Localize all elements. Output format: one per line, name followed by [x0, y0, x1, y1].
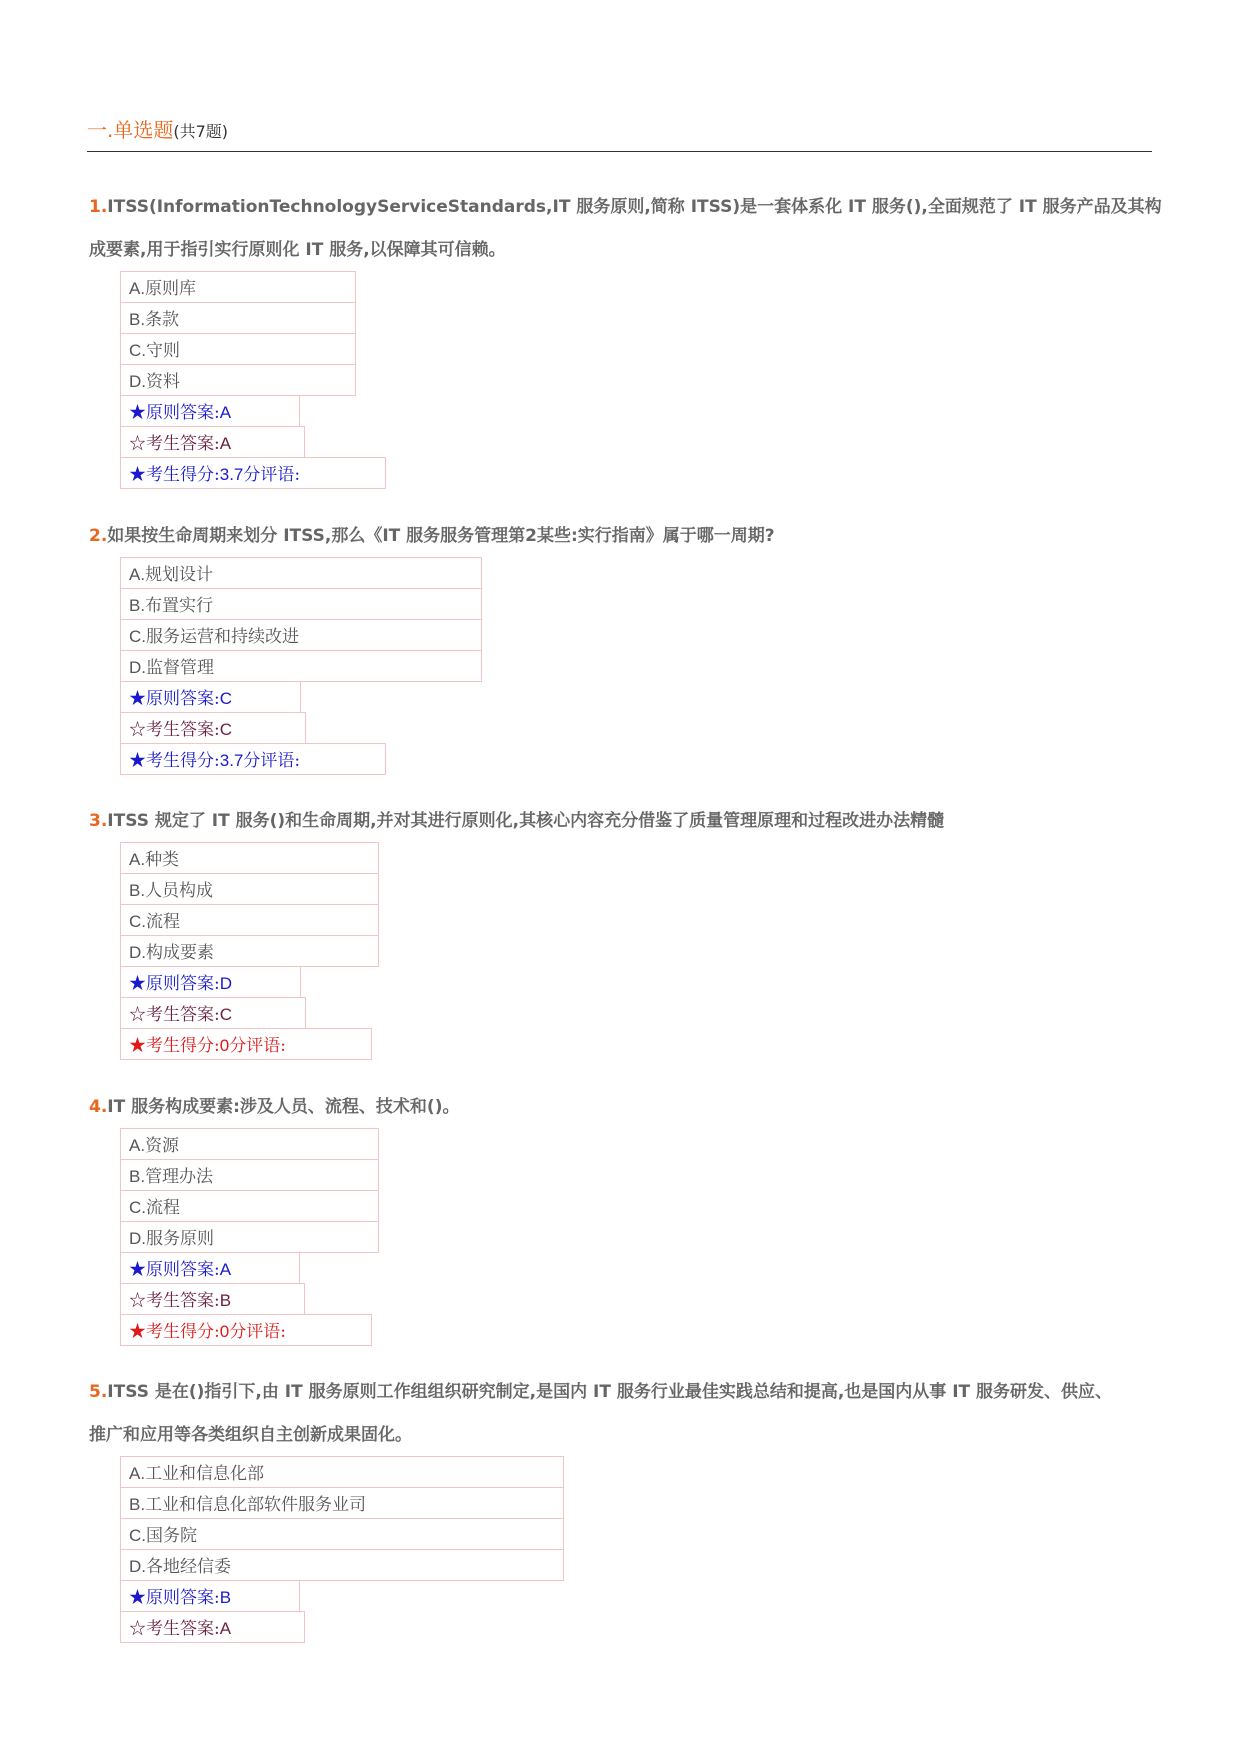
question-number: 1.	[89, 197, 108, 217]
option-a: A.规划设计	[120, 557, 482, 589]
student-answer: ☆考生答案:B	[120, 1283, 305, 1315]
question-number: 3.	[89, 811, 108, 831]
student-answer: ☆考生答案:C	[120, 997, 306, 1029]
student-answer: ☆考生答案:C	[120, 712, 306, 744]
option-a: A.工业和信息化部	[120, 1456, 564, 1488]
option-c: C.流程	[120, 1190, 379, 1222]
standard-answer: ★原则答案:B	[120, 1580, 300, 1612]
question-stem	[89, 186, 1164, 229]
question-stem-line-1: ITSS 规定了 IT 服务()和生命周期,并对其进行原则化,其核心内容充分借鉴了质量管理原理和过程改进办法精髓	[107, 811, 945, 831]
question-stem-line-1: IT 服务构成要素:涉及人员、流程、技术和()。	[107, 1097, 460, 1117]
option-d: D.监督管理	[120, 650, 482, 682]
section-count: (共7题)	[173, 122, 229, 141]
question-stem-line-2: 推广和应用等各类组织自主创新成果固化。	[89, 1425, 412, 1445]
question-1	[89, 186, 1164, 489]
student-score: ★考生得分:3.7分评语:	[120, 457, 386, 489]
section-header	[87, 117, 1152, 152]
question-number: 5.	[89, 1382, 108, 1402]
standard-answer: ★原则答案:A	[120, 395, 300, 427]
student-score: ★考生得分:0分评语:	[120, 1314, 372, 1346]
question-stem-line-1: 如果按生命周期来划分 ITSS,那么《IT 服务服务管理第2某些:实行指南》属于哪一周期?	[107, 526, 775, 546]
option-c: C.国务院	[120, 1518, 564, 1550]
question-number: 2.	[89, 526, 108, 546]
option-b: B.管理办法	[120, 1159, 379, 1191]
option-a: A.种类	[120, 842, 379, 874]
student-score: ★考生得分:0分评语:	[120, 1028, 372, 1060]
option-c: C.守则	[120, 333, 356, 365]
question-5	[89, 1371, 1164, 1643]
question-stem-line-1: ITSS 是在()指引下,由 IT 服务原则工作组组织研究制定,是国内 IT 服务行业最佳实践总结和提高,也是国内从事 IT 服务研发、供应、	[107, 1382, 1113, 1402]
question-stem-line-2: 成要素,用于指引实行原则化 IT 服务,以保障其可信赖。	[89, 240, 506, 260]
student-answer: ☆考生答案:A	[120, 426, 305, 458]
option-b: B.工业和信息化部软件服务业司	[120, 1487, 564, 1519]
option-b: B.人员构成	[120, 873, 379, 905]
question-stem-line-1: ITSS(InformationTechnologyServiceStandards,IT 服务原则,简称 ITSS)是一套体系化 IT 服务(),全面规范了 IT 服务产品及其构	[107, 197, 1162, 217]
question-2	[89, 515, 1164, 775]
option-d: D.各地经信委	[120, 1549, 564, 1581]
option-a: A.资源	[120, 1128, 379, 1160]
option-d: D.服务原则	[120, 1221, 379, 1253]
question-stem	[89, 800, 1164, 843]
standard-answer: ★原则答案:C	[120, 681, 301, 713]
option-c: C.服务运营和持续改进	[120, 619, 482, 651]
standard-answer: ★原则答案:A	[120, 1252, 300, 1284]
option-b: B.布置实行	[120, 588, 482, 620]
question-stem	[89, 515, 1164, 558]
standard-answer: ★原则答案:D	[120, 966, 301, 998]
option-a: A.原则库	[120, 271, 356, 303]
question-3	[89, 800, 1164, 1060]
question-stem	[89, 1371, 1164, 1414]
question-number: 4.	[89, 1097, 108, 1117]
option-d: D.资料	[120, 364, 356, 396]
question-stem	[89, 1086, 1164, 1129]
option-d: D.构成要素	[120, 935, 379, 967]
option-b: B.条款	[120, 302, 356, 334]
student-answer: ☆考生答案:A	[120, 1611, 305, 1643]
section-title: 一.单选题	[87, 118, 174, 142]
question-4	[89, 1086, 1164, 1346]
student-score: ★考生得分:3.7分评语:	[120, 743, 386, 775]
option-c: C.流程	[120, 904, 379, 936]
